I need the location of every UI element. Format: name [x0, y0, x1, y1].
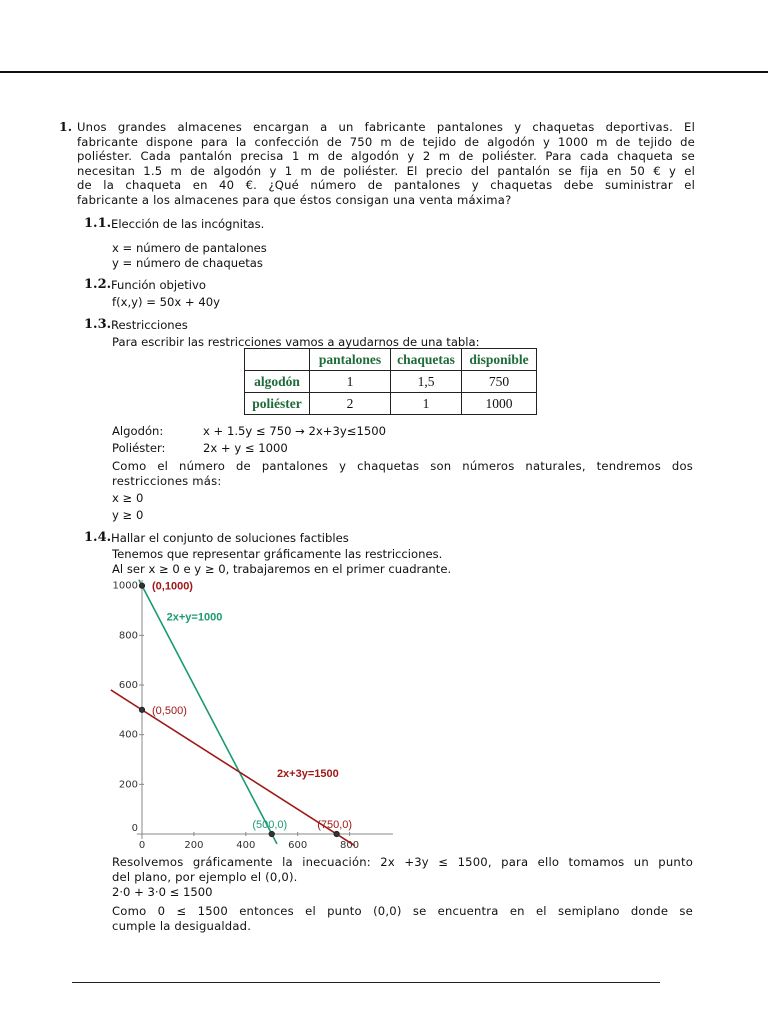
- table-intro: Para escribir las restricciones vamos a ayudarnos de una tabla:: [112, 335, 480, 349]
- problem-number: 1.: [59, 119, 73, 134]
- table-corner-cell: [245, 349, 310, 371]
- y-tick-label: 400: [118, 729, 138, 741]
- constraints-graph: [105, 578, 405, 850]
- table-cell: 750: [462, 371, 537, 393]
- y-tick-label: 0: [131, 823, 138, 834]
- data-point: [139, 583, 144, 588]
- natural-line: restricciones más:: [112, 473, 222, 488]
- line-annotation: 2x+y=1000: [166, 611, 223, 624]
- y-tick-label: 200: [118, 779, 138, 791]
- section-1-4-number: 1.4.: [84, 530, 112, 545]
- conclusion-line: Como 0 ≤ 1500 entonces el punto (0,0) se encuentra en el semiplano donde se: [112, 904, 693, 918]
- section-1-1-number: 1.1.: [84, 216, 112, 231]
- solve-text: [112, 855, 693, 884]
- y-tick-label: 800: [118, 630, 138, 642]
- problem-text: [77, 120, 695, 208]
- line-annotation: 2x+3y=1500: [276, 767, 339, 780]
- test-calculation: 2·0 + 3·0 ≤ 1500: [112, 885, 213, 899]
- problem-line: Unos grandes almacenes encargan a un fabricante pantalones y chaquetas deportivas. El: [77, 120, 695, 134]
- section-1-4-title: Hallar el conjunto de soluciones factibles: [111, 531, 349, 545]
- data-table: [244, 348, 537, 415]
- natural-text: [112, 459, 693, 488]
- section-1-3-number: 1.3.: [84, 317, 112, 332]
- section-1-3-title: Restricciones: [111, 318, 188, 332]
- table-header-row: [245, 349, 537, 371]
- y-tick-label: 1000: [112, 580, 138, 592]
- data-point: [139, 707, 144, 712]
- problem-line: poliéster. Cada pantalón precisa 1 m de algodón y 2 m de poliéster. Para cada chaqueta se: [77, 149, 695, 164]
- point-label: (750,0): [317, 819, 353, 831]
- table-cell: 1000: [462, 393, 537, 415]
- x-tick-label: 0: [138, 840, 146, 850]
- variable-y: y = número de chaquetas: [112, 256, 263, 270]
- table-row-label: algodón: [245, 371, 310, 393]
- graph-intro-2: Al ser x ≥ 0 e y ≥ 0, trabajaremos en el primer cuadrante.: [112, 562, 452, 576]
- problem-line: fabricante a los almacenes para que éstos consigan una venta máxima?: [77, 192, 512, 207]
- natural-line: Como el número de pantalones y chaquetas son números naturales, tendremos dos: [112, 459, 693, 473]
- x-nonneg: x ≥ 0: [112, 491, 144, 505]
- conclusion-line: cumple la desigualdad.: [112, 918, 252, 933]
- graph-intro-1: Tenemos que representar gráficamente las restricciones.: [112, 547, 443, 561]
- data-point: [269, 831, 274, 836]
- poliester-constraint: 2x + y ≤ 1000: [203, 441, 288, 455]
- objective-function: f(x,y) = 50x + 40y: [112, 295, 220, 309]
- problem-line: fabricante dispone para la confección de 750 m de tejido de algodón y 1000 m de tejido de: [77, 134, 695, 149]
- point-label: (0,500): [152, 704, 187, 717]
- x-tick-label: 600: [288, 840, 308, 850]
- bottom-rule: [72, 982, 660, 983]
- section-1-2-title: Función objetivo: [111, 278, 206, 292]
- x-tick-label: 800: [340, 840, 360, 850]
- solve-line: del plano, por ejemplo el (0,0).: [112, 869, 298, 884]
- table-header: pantalones: [310, 349, 391, 371]
- table-cell: 2: [310, 393, 391, 415]
- table-cell: 1: [310, 371, 391, 393]
- point-label: (0,1000): [152, 580, 193, 593]
- x-tick-label: 400: [236, 840, 256, 850]
- y-nonneg: y ≥ 0: [112, 508, 144, 522]
- algodon-label: Algodón:: [112, 424, 164, 438]
- x-tick-label: 200: [184, 840, 204, 850]
- problem-line: de la chaqueta en 40 €. ¿Qué número de pantalones y chaquetas debe suministrar el: [77, 178, 695, 193]
- variable-x: x = número de pantalones: [112, 241, 267, 255]
- table-cell: 1: [391, 393, 462, 415]
- algodon-constraint: x + 1.5y ≤ 750 → 2x+3y≤1500: [203, 424, 386, 438]
- table-row: [245, 393, 537, 415]
- section-1-1-title: Elección de las incógnitas.: [111, 217, 265, 231]
- section-1-2-number: 1.2.: [84, 277, 112, 292]
- conclusion-text: [112, 904, 693, 933]
- table-header: chaquetas: [391, 349, 462, 371]
- solve-line: Resolvemos gráficamente la inecuación: 2x +3y ≤ 1500, para ello tomamos un punto: [112, 855, 693, 869]
- problem-line: necesitan 1.5 m de algodón y 1 m de poliéster. El precio del pantalón se fija en 50 € y el: [77, 163, 695, 178]
- data-point: [334, 831, 339, 836]
- table-header: disponible: [462, 349, 537, 371]
- poliester-label: Poliéster:: [112, 441, 166, 455]
- table-row: [245, 371, 537, 393]
- top-rule: [0, 71, 768, 73]
- point-label: (500,0): [252, 819, 288, 831]
- table-row-label: poliéster: [245, 393, 310, 415]
- y-tick-label: 600: [118, 680, 138, 692]
- table-cell: 1,5: [391, 371, 462, 393]
